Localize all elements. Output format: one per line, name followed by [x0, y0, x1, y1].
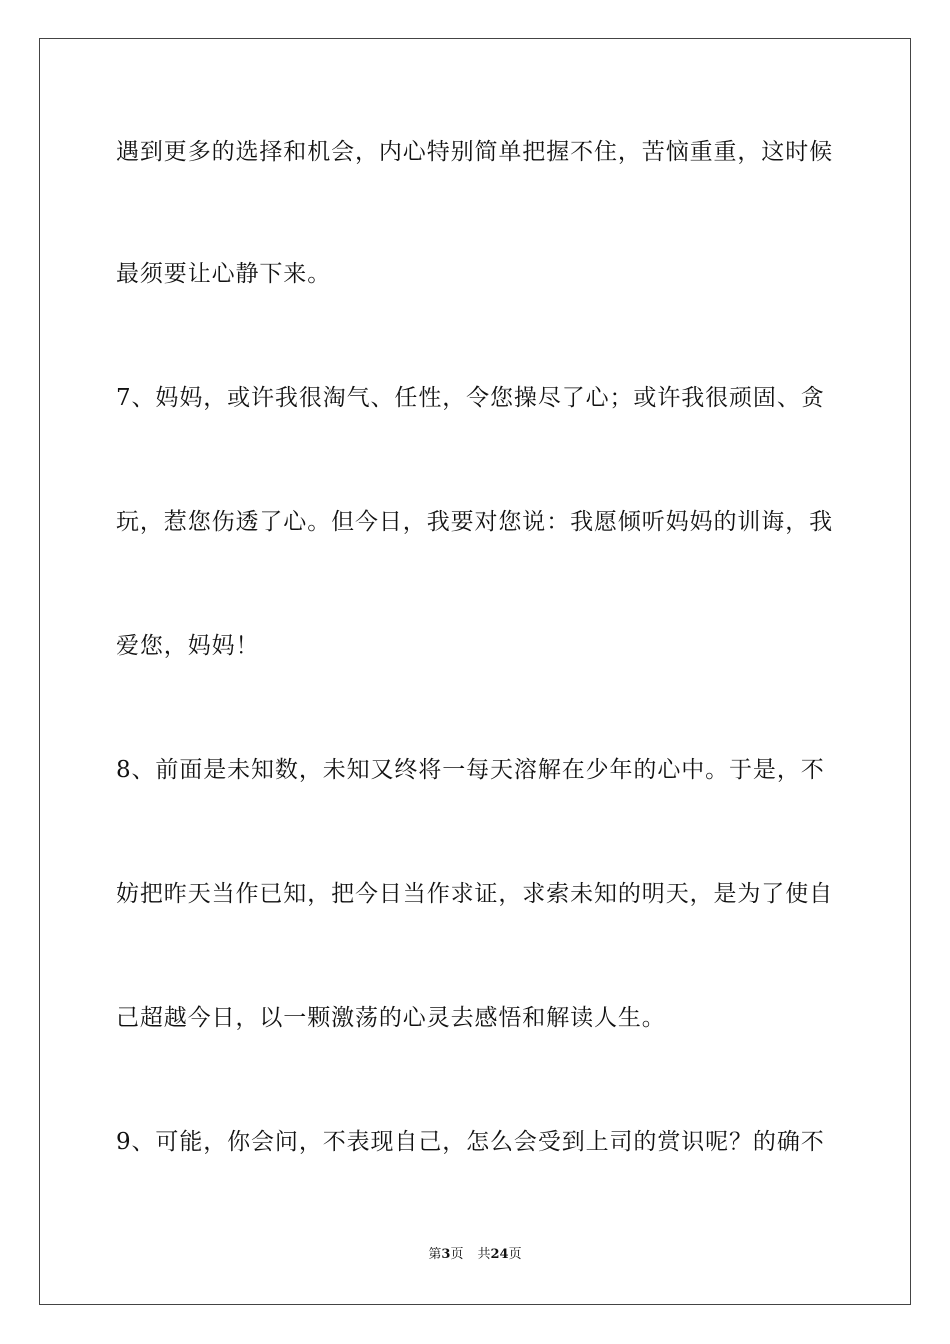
text-line-4: 玩，惹您伤透了心。但今日，我要对您说：我愿倾听妈妈的训诲，我: [116, 509, 833, 535]
text-line-3: 7、妈妈，或许我很淘气、任性，令您操尽了心；或许我很顽固、贪: [116, 385, 825, 411]
footer-total-suffix: 页: [508, 1247, 522, 1262]
page-border: [39, 38, 911, 1305]
footer-page-prefix: 第: [428, 1247, 442, 1262]
footer-page-number: 3: [441, 1247, 451, 1262]
text-line-5: 爱您，妈妈！: [116, 633, 260, 659]
text-line-9: 9、可能，你会问，不表现自己，怎么会受到上司的赏识呢？的确不: [116, 1129, 825, 1155]
text-line-6: 8、前面是未知数，未知又终将一每天溶解在少年的心中。于是，不: [116, 757, 825, 783]
text-line-1: 遇到更多的选择和机会，内心特别简单把握不住，苦恼重重，这时候: [116, 139, 833, 165]
footer-total-pages: 24: [490, 1247, 509, 1262]
text-line-2: 最须要让心静下来。: [116, 261, 332, 287]
text-line-7: 妨把昨天当作已知，把今日当作求证，求索未知的明天，是为了使自: [116, 881, 833, 907]
text-line-8: 己超越今日，以一颗激荡的心灵去感悟和解读人生。: [116, 1005, 666, 1031]
page-footer: [0, 1246, 950, 1264]
footer-page-suffix: 页: [450, 1247, 464, 1262]
footer-total-prefix: 共: [477, 1247, 491, 1262]
